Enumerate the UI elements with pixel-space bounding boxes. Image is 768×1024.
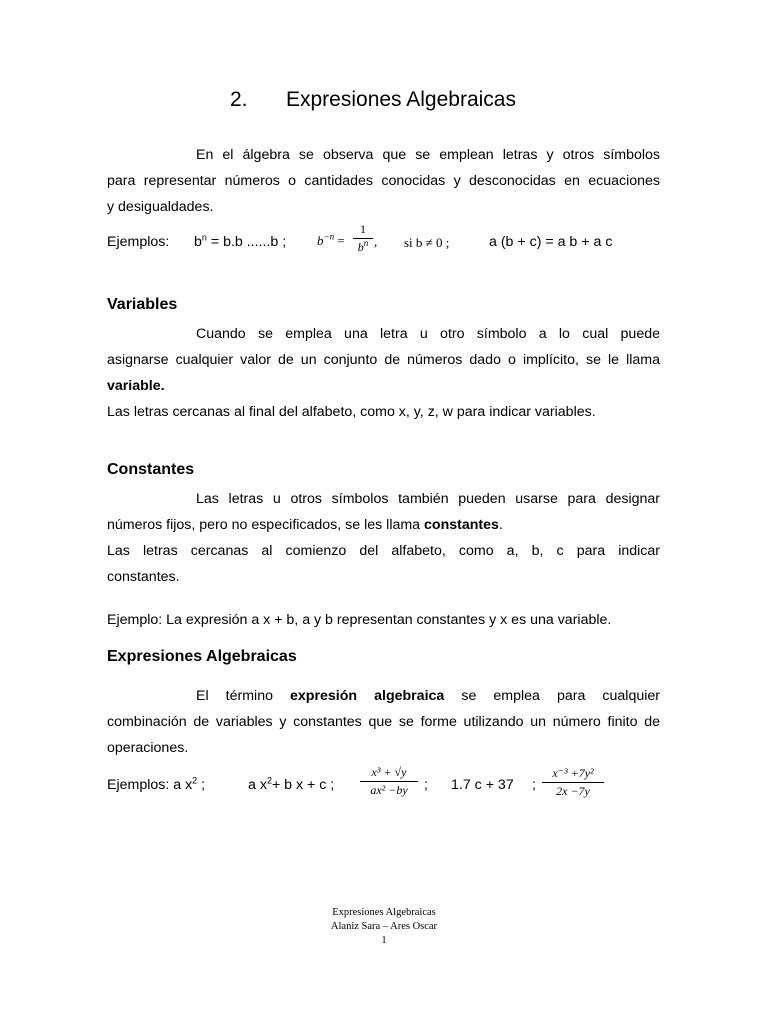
fraction2-denominator: 2x −7y [556, 784, 590, 798]
neg-exp-sup: −n [323, 231, 335, 242]
neg-exp-num: 1 [360, 222, 366, 236]
examples2-label: Ejemplos: a x [107, 777, 193, 793]
examples2-ex1-end: ; [197, 777, 206, 793]
neg-exp-comma: , [374, 234, 378, 249]
page-number: 1 [381, 935, 387, 946]
neg-exp-den-sup: n [363, 238, 369, 248]
variables-line: asignarse cualquier valor de un conjunto de números dado o implícito, se le llama [107, 352, 660, 368]
intro-line: y desigualdades. [107, 199, 214, 215]
constantes-line: Las letras u otros símbolos también pueden usarse para designar [196, 491, 660, 507]
example-power [194, 234, 286, 250]
footer-authors: Alaniz Sara – Ares Oscar [330, 921, 438, 932]
footer-title: Expresiones Algebraicas [332, 907, 436, 918]
quadratic-pre: a x [248, 777, 267, 793]
expresiones-bold-term: expresión algebraica [290, 688, 445, 704]
variables-heading: Variables [107, 296, 178, 313]
variables-line-after: Las letras cercanas al final del alfabeto, como x, y, z, w para indicar variables. [107, 404, 596, 420]
fraction2-numerator: x⁻³ +7y² [552, 766, 594, 780]
examples2-ex1-sup: 2 [192, 775, 198, 786]
example-fraction-1 [360, 765, 418, 798]
expresiones-heading: Expresiones Algebraicas [107, 648, 297, 665]
examples2-separator: ; [532, 777, 536, 793]
variables-bold-word: variable. [107, 378, 165, 394]
section-title: Expresiones Algebraicas [286, 88, 516, 111]
fraction1-numerator: x³ + √y [371, 765, 407, 779]
quadratic-post: + b x + c ; [271, 777, 335, 793]
quadratic-sup: 2 [266, 775, 272, 786]
example-power-exp: n [201, 232, 207, 243]
section-number: 2. [230, 88, 248, 111]
expresiones-line-1 [107, 683, 660, 709]
intro-line: para representar números o cantidades conocidas y desconocidas en ecuaciones [107, 173, 660, 189]
constantes-heading: Constantes [107, 461, 195, 478]
neg-exp-eq: = [337, 233, 345, 248]
constantes-line2-pre: números fijos, pero no especificados, se les llama [107, 517, 425, 533]
intro-paragraph [107, 142, 660, 220]
expresiones-line: combinación de variables y constantes que se forme utilizando un número finito de [107, 714, 660, 730]
constantes-line2-post: . [498, 517, 503, 533]
fraction1-denominator: ax² −by [370, 783, 408, 797]
example-distributive: a (b + c) = a b + a c [489, 234, 613, 250]
constantes-line: Las letras cercanas al comienzo del alfabeto, como a, b, c para indicar [107, 543, 660, 559]
neg-exp-den-wrap [358, 240, 369, 254]
example-power-base: b [194, 234, 202, 250]
constantes-bold-word: constantes [424, 517, 499, 533]
examples2-decimal: 1.7 c + 37 [451, 777, 514, 793]
page-title [230, 88, 516, 112]
variables-line: Cuando se emplea una letra u otro símbolo a lo cual puede [196, 326, 660, 342]
examples2-quadratic [248, 777, 334, 793]
examples-label: Ejemplos: [107, 234, 170, 250]
example-fraction-2 [542, 766, 604, 799]
examples2-first [107, 777, 205, 793]
neg-exp-den: b [357, 240, 364, 254]
expresiones-paragraph [107, 683, 660, 761]
example-condition: si b ≠ 0 ; [404, 235, 450, 250]
variables-paragraph [107, 321, 660, 425]
neg-exp-base: b [317, 233, 324, 248]
intro-line: En el álgebra se observa que se emplean letras y otros símbolos [196, 147, 660, 163]
constantes-example: Ejemplo: La expresión a x + b, a y b representan constantes y x es una variable. [107, 612, 612, 628]
expresiones-line1-pre: El término [196, 688, 291, 704]
examples2-separator: ; [424, 777, 428, 793]
expresiones-line: operaciones. [107, 740, 189, 756]
constantes-paragraph [107, 486, 660, 590]
example-power-rest: = b.b ......b ; [206, 234, 287, 250]
constantes-line: constantes. [107, 569, 180, 585]
expresiones-line1-post: se emplea para cualquier [444, 688, 660, 704]
neg-exp-fraction [353, 222, 373, 255]
constantes-line-2 [107, 512, 660, 538]
example-negative-exponent [317, 233, 345, 249]
